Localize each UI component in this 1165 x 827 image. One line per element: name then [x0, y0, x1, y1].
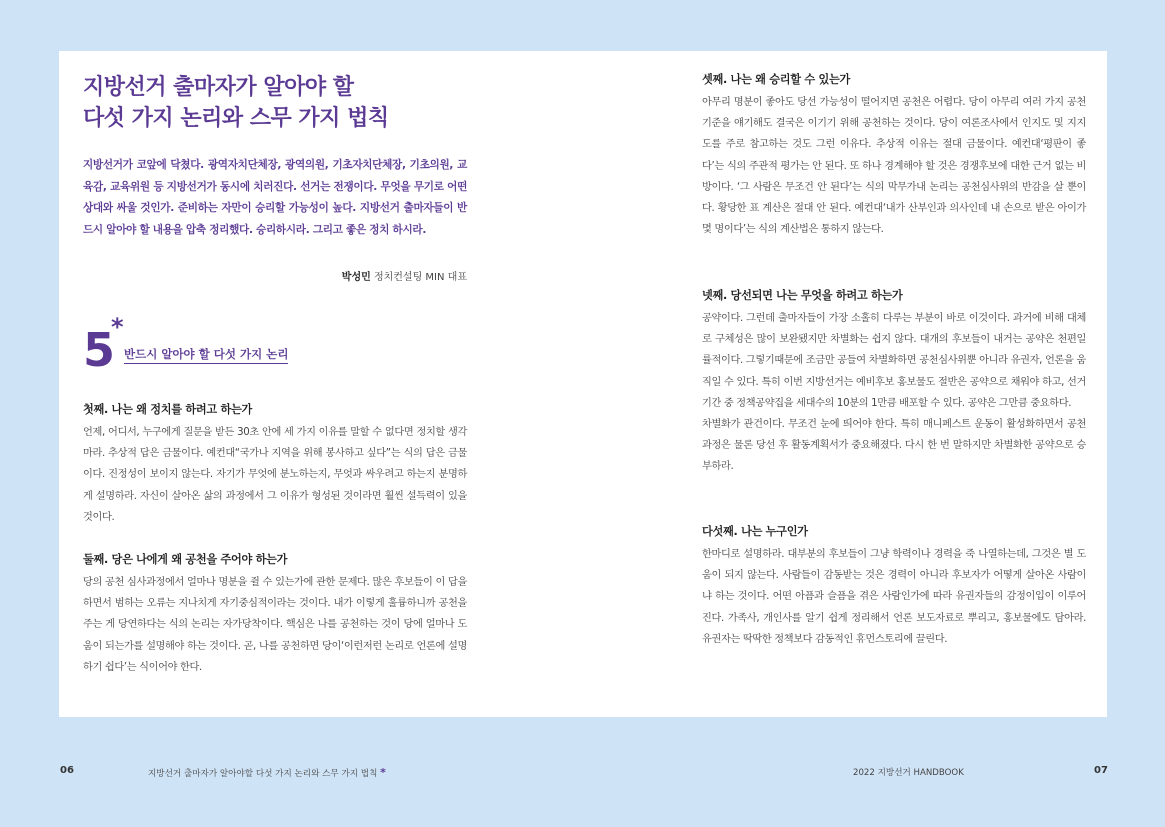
- running-title-right: 2022 지방선거 HANDBOOK: [853, 768, 964, 778]
- title-line-1: 지방선거 출마자가 알아야 할: [83, 75, 354, 100]
- item-heading: 첫째. 나는 왜 정치를 하려고 하는가: [83, 403, 253, 416]
- item-fifth: [702, 524, 1086, 650]
- item-body: 한마디로 설명하라. 대부분의 후보들이 그냥 학력이나 경력을 죽 나열하는데, 그것은 별 도움이 되지 않는다. 사람들이 감동받는 것은 경력이 아니라 후보자가 어떻게 살아온 사람이냐 하는 것이다. 어떤 아픔과 슬픔을 겪은 사람인가에 따라 유권자들의 감정이입이 이루어진다. 가족사, 개인사를 알기 쉽게 정리해서 언론 보도자료로 뿌리고, 홍보물에도 담아라. 유권자는 딱딱한 정책보다 감동적인 휴먼스토리에 끌린다.: [702, 549, 1086, 645]
- title-line-2: 다섯 가지 논리와 스무 가지 법칙: [83, 106, 389, 131]
- author-title: 정치컨설팅 MIN 대표: [373, 272, 467, 283]
- item-third: [702, 72, 1086, 240]
- item-body: 언제, 어디서, 누구에게 질문을 받든 30초 안에 세 가지 이유를 말할 수 없다면 정치할 생각 마라. 추상적 답은 금물이다. 예컨대“국가나 지역을 위해 봉사하고 싶다”는 식의 답은 금물이다. 진정성이 보이지 않는다. 자기가 무엇에 분노하는지, 무엇과 싸우려고 하는지 분명하게 설명하라. 자신이 살아온 삶의 과정에서 그 이유가 형성된 것이라면 훨씬 설득력이 있을 것이다.: [83, 427, 467, 523]
- item-heading: 둘째. 당은 나에게 왜 공천을 주어야 하는가: [83, 553, 288, 566]
- section-number: 5: [83, 323, 116, 377]
- running-title-left: [148, 766, 386, 779]
- author-credit: [83, 268, 467, 283]
- author-name: 박성민: [341, 272, 371, 283]
- item-body: 당의 공천 심사과정에서 얼마나 명분을 쥘 수 있는가에 관한 문제다. 많은 후보들이 이 답을 하면서 범하는 오류는 지나치게 자기중심적이라는 것이다. 내가 이렇게 훌륭하니까 공천을 주는 게 당연하다는 식의 논리는 자가당착이다. 핵심은 나를 공천하는 것이 당에 얼마나 도움이 되는가를 설명해야 하는 것이다. 곧, 나를 공천하면 당이‘이런저런 논리로 언론에 설명하기 쉽다’는 식이어야 한다.: [83, 577, 467, 673]
- intro-paragraph: 지방선거가 코앞에 닥쳤다. 광역자치단체장, 광역의원, 기초자치단체장, 기초의원, 교육감, 교육위원 등 지방선거가 동시에 치러진다. 선거는 전쟁이다. 무엇을 무기로 어떤 상대와 싸울 것인가. 준비하는 자만이 승리할 가능성이 높다. 지방선거 출마자들이 반드시 알아야 할 내용을 압축 정리했다. 승리하시라. 그리고 좋은 정치 하시라.: [83, 159, 467, 236]
- star-icon: *: [111, 313, 124, 341]
- page-number-left: 06: [60, 765, 74, 776]
- item-body: 공약이다. 그런데 출마자들이 가장 소홀히 다루는 부분이 바로 이것이다. 과거에 비해 대체로 구체성은 많이 보완됐지만 차별화는 쉽지 않다. 대개의 후보들이 내거는 공약은 천편일률적이다. 그렇기때문에 조금만 공들여 차별화하면 공천심사위뿐 아니라 유권자, 언론을 움직일 수 있다. 특히 이번 지방선거는 예비후보 홍보물도 절반은 공약으로 채워야 하고, 선거기간 중 정책공약집을 세대수의 10분의 1만큼 배포할 수 있다. 공약은 그만큼 중요하다.: [702, 313, 1086, 409]
- page-number-right: 07: [1094, 765, 1108, 776]
- item-heading: 넷째. 당선되면 나는 무엇을 하려고 하는가: [702, 289, 903, 302]
- item-heading: 다섯째. 나는 누구인가: [702, 525, 808, 538]
- star-icon: *: [380, 766, 386, 779]
- item-first: [83, 402, 467, 528]
- running-title-text: 지방선거 출마자가 알아야할 다섯 가지 논리와 스무 가지 법칙: [148, 769, 378, 779]
- item-body: 아무리 명분이 좋아도 당선 가능성이 떨어지면 공천은 어렵다. 당이 아무리 여러 가지 공천 기준을 얘기해도 결국은 이기기 위해 공천하는 것이다. 당이 여론조사에서 인지도 및 지지도를 주로 참고하는 것도 그런 이유다. 추상적 이유는 절대 금물이다. 예컨대‘평판이 좋다’는 식의 주관적 평가는 안 된다. 또 하나 경계해야 할 것은 경쟁후보에 대한 근거 없는 비방이다. ‘그 사람은 무조건 안 된다’는 식의 막무가내 논리는 공천심사위의 반감을 살 뿐이다. 황당한 표 계산은 절대 안 된다. 예컨대‘내가 산부인과 의사인데 내 손으로 받은 아이가 몇 명이다’는 식의 계산법은 통하지 않는다.: [702, 97, 1086, 236]
- page-sheet: [59, 51, 1107, 717]
- item-second: [83, 552, 467, 678]
- section-header: [83, 313, 467, 377]
- page-title: [83, 72, 483, 134]
- item-heading: 셋째. 나는 왜 승리할 수 있는가: [702, 73, 851, 86]
- item-body-continued: 차별화가 관건이다. 무조건 눈에 띄어야 한다. 특히 매니페스트 운동이 활성화하면서 공천과정은 물론 당선 후 활동계획서가 중요해졌다. 다시 한 번 말하지만 차별화한 공약으로 승부하라.: [702, 419, 1086, 473]
- section-label: 반드시 알아야 할 다섯 가지 논리: [124, 346, 288, 364]
- item-fourth: [702, 288, 1086, 478]
